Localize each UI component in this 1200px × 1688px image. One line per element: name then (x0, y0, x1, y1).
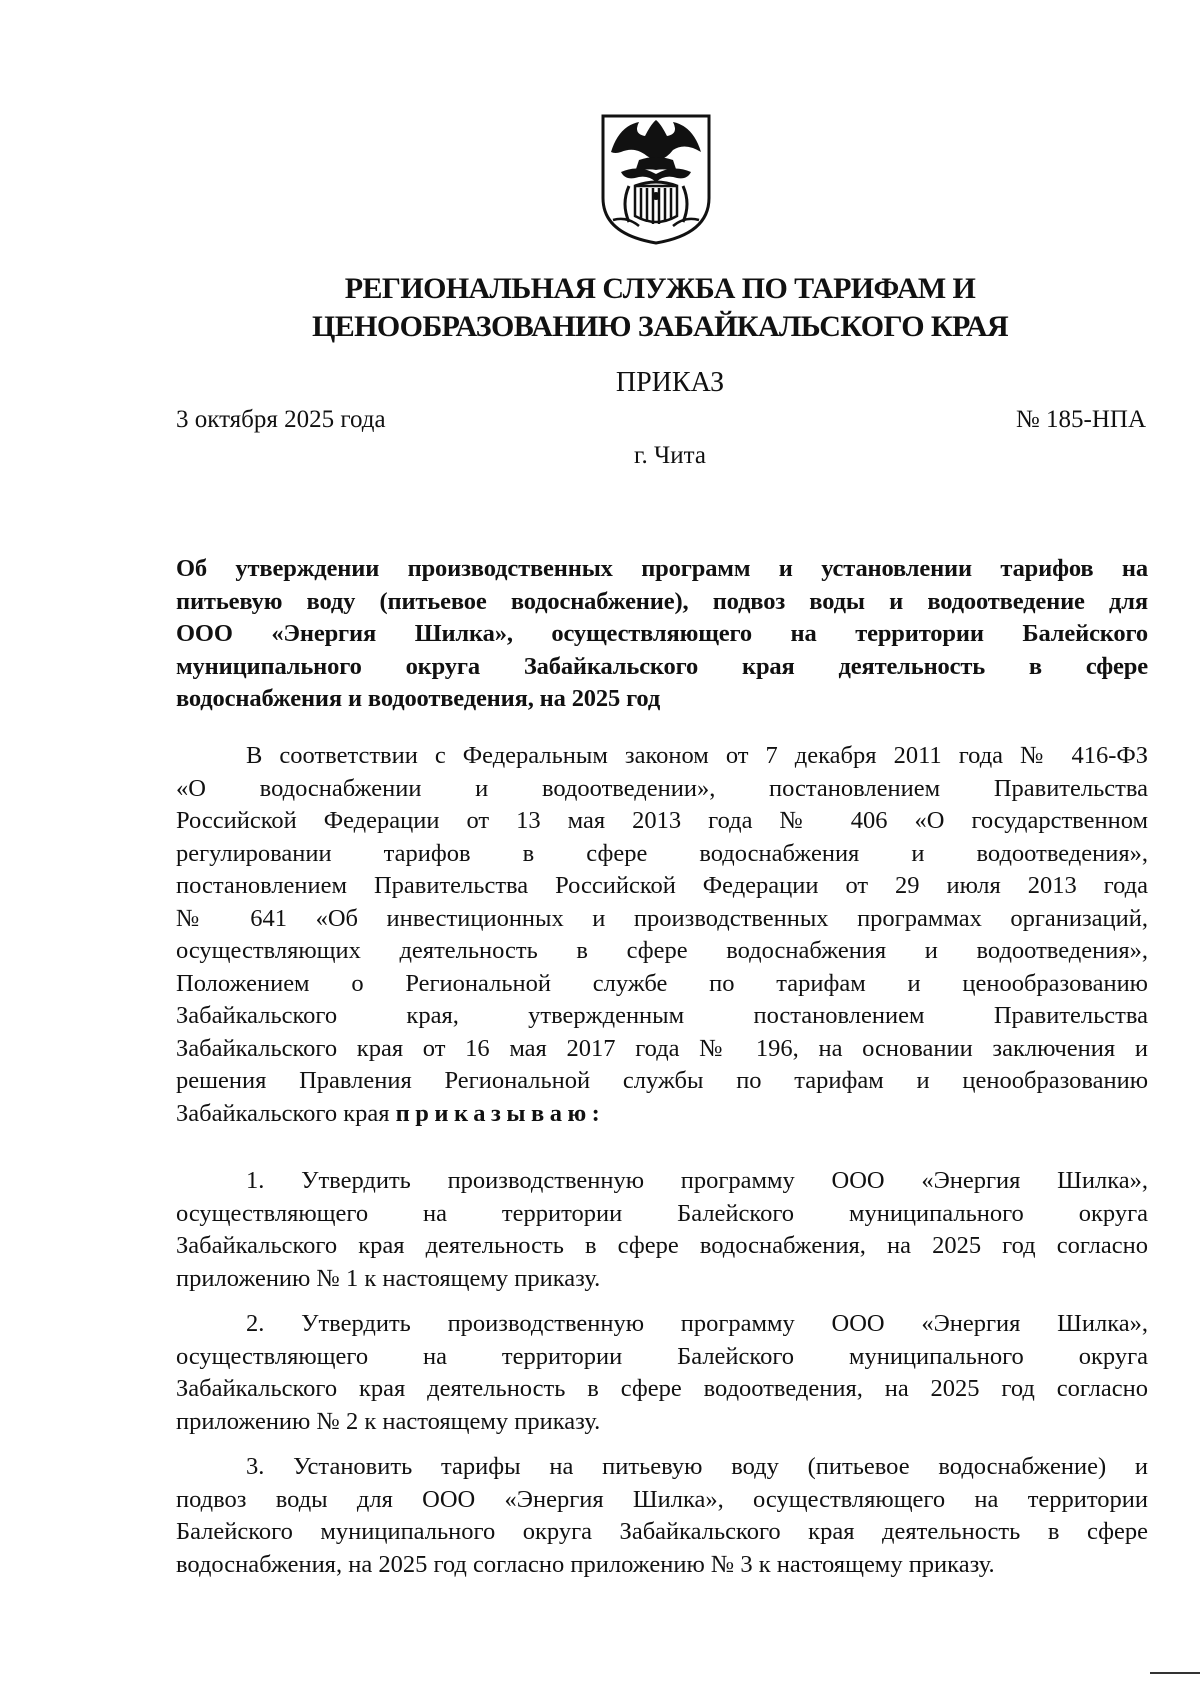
preamble-line: Российской Федерации от 13 мая 2013 года № 406 «О государственном (176, 807, 1148, 834)
organization-name (170, 270, 1150, 346)
document-city: г. Чита (634, 442, 706, 469)
preamble-line: Забайкальского края от 16 мая 2017 года № 196, на основании заключения и (176, 1034, 1148, 1062)
preamble-last-text: Забайкальского края (176, 1099, 396, 1127)
preamble-last-line (176, 1098, 1148, 1131)
title-line: ООО «Энергия Шилка», осуществляющего на территории Балейского (176, 620, 1148, 647)
order-item (176, 1451, 1148, 1581)
item-line: 3. Установить тарифы на питьевую воду (питьевое водоснабжение) и (246, 1453, 1148, 1480)
title-line: муниципального округа Забайкальского края деятельность в сфере (176, 652, 1148, 680)
document-date: 3 октября 2025 года (176, 406, 386, 433)
organization-name-line-2: ЦЕНООБРАЗОВАНИЮ ЗАБАЙКАЛЬСКОГО КРАЯ (311, 310, 1009, 343)
title-line: питьевую воду (питьевое водоснабжение), подвоз воды и водоотведение для (176, 587, 1148, 615)
title-line: водоснабжения и водоотведения, на 2025 год (176, 685, 661, 712)
item-line: подвоз воды для ООО «Энергия Шилка», осуществляющего на территории (176, 1485, 1148, 1513)
item-line: Забайкальского края деятельность в сфере водоотведения, на 2025 год согласно (176, 1375, 1148, 1402)
item-line: осуществляющего на территории Балейского муниципального округа (176, 1199, 1148, 1227)
preamble-line: «О водоснабжении и водоотведении», постановлением Правительства (176, 774, 1148, 802)
item-line: водоснабжения, на 2025 год согласно приложению № 3 к настоящему приказу. (176, 1550, 995, 1578)
preamble-paragraph (176, 740, 1148, 1130)
document-type: ПРИКАЗ (615, 367, 725, 398)
preamble-line: постановлением Правительства Российской Федерации от 29 июля 2013 года (176, 872, 1148, 899)
page-edge-mark (1150, 1672, 1200, 1674)
organization-name-line-1: РЕГИОНАЛЬНАЯ СЛУЖБА ПО ТАРИФАМ И (344, 272, 976, 305)
item-line: Забайкальского края деятельность в сфере водоснабжения, на 2025 год согласно (176, 1232, 1148, 1259)
preamble-line: Забайкальского края, утвержденным постановлением Правительства (176, 1002, 1148, 1029)
item-line: приложению № 1 к настоящему приказу. (176, 1264, 601, 1292)
item-line: Балейского муниципального округа Забайкальского края деятельность в сфере (176, 1518, 1148, 1545)
item-line: осуществляющего на территории Балейского муниципального округа (176, 1342, 1148, 1370)
order-item (176, 1165, 1148, 1295)
item-line: 2. Утвердить производственную программу ООО «Энергия Шилка», (246, 1310, 1148, 1337)
order-items (176, 1165, 1148, 1581)
preamble-line: регулировании тарифов в сфере водоснабжения и водоотведения», (176, 839, 1148, 867)
preamble-line: В соответствии с Федеральным законом от 7 декабря 2011 года № 416-ФЗ (246, 742, 1148, 769)
order-item (176, 1308, 1148, 1438)
title-line: Об утверждении производственных программ и установлении тарифов на (176, 555, 1148, 582)
order-verb: приказываю: (395, 1099, 606, 1127)
item-line: приложению № 2 к настоящему приказу. (176, 1407, 601, 1435)
preamble-line: осуществляющих деятельность в сфере водоснабжения и водоотведения», (176, 937, 1148, 964)
item-line: 1. Утвердить производственную программу ООО «Энергия Шилка», (246, 1167, 1148, 1194)
preamble-line: решения Правления Региональной службы по тарифам и ценообразованию (176, 1067, 1148, 1094)
document-title (176, 553, 1148, 716)
coat-of-arms-icon (599, 112, 713, 246)
document-number: № 185-НПА (1015, 406, 1146, 433)
preamble-line: № 641 «Об инвестиционных и производственных программах организаций, (176, 904, 1148, 932)
preamble-line: Положением о Региональной службе по тарифам и ценообразованию (176, 969, 1148, 997)
